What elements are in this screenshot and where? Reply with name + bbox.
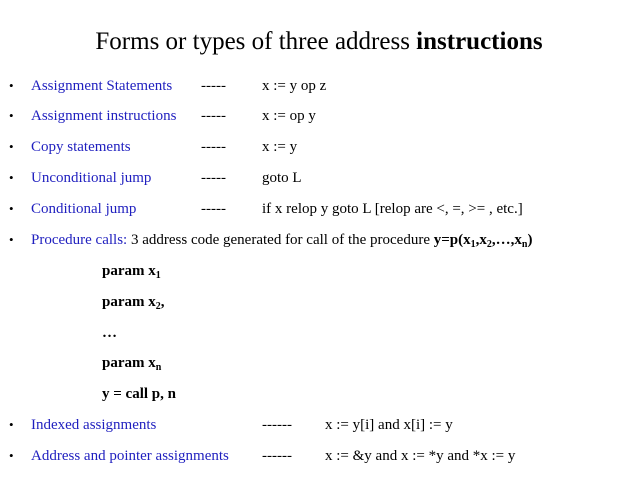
item-dash: ------ [262, 417, 292, 433]
item-dash: ----- [201, 201, 226, 217]
procedure-label: Procedure calls: [31, 232, 128, 248]
item-dash: ----- [201, 139, 226, 155]
item-label: Address and pointer assignments [31, 448, 229, 464]
bullet: • [9, 108, 14, 123]
item-dash: ------ [262, 448, 292, 464]
item-dash: ----- [201, 78, 226, 94]
param-line: param $x_2$, [102, 294, 165, 312]
item-form: x := y op z [262, 78, 327, 94]
title-main: Forms or types of three address [95, 28, 410, 55]
item-dash: ----- [201, 108, 226, 124]
item-label: Assignment Statements [31, 78, 173, 94]
call-line: y = call p, n [102, 386, 176, 402]
bullet: • [9, 170, 14, 185]
procedure-text: 3 address code generated for call of the procedure [127, 232, 434, 248]
bullet: • [9, 201, 14, 216]
item-form: x := y [262, 139, 298, 155]
slide-title [0, 26, 638, 58]
item-form: x := op y [262, 108, 316, 124]
param-line: param $x_n$ [102, 355, 162, 373]
item-form: x := y[i] and x[i] := y [325, 417, 453, 433]
item-label: Copy statements [31, 139, 131, 155]
param-line: param $x_1$ [102, 263, 161, 281]
bullet: • [9, 232, 14, 247]
item-label: Unconditional jump [31, 170, 152, 186]
item-label: Conditional jump [31, 201, 137, 217]
procedure-line [31, 229, 532, 251]
item-label: Indexed assignments [31, 417, 157, 433]
item-dash: ----- [201, 170, 226, 186]
item-form: goto L [262, 170, 302, 186]
procedure-call: $y=p(x_1,x_2,\dots,x_n)$ [433, 232, 533, 250]
param-line: … [102, 325, 117, 341]
bullet: • [9, 139, 14, 154]
bullet: • [9, 78, 14, 93]
title-bold: instructions [416, 28, 543, 55]
item-label: Assignment instructions [31, 108, 177, 124]
item-form: x := &y and x := *y and *x := y [325, 448, 516, 464]
bullet: • [9, 417, 14, 432]
bullet: • [9, 448, 14, 463]
item-form: if x relop y goto L [relop are <, =, >= , etc.] [262, 201, 523, 217]
